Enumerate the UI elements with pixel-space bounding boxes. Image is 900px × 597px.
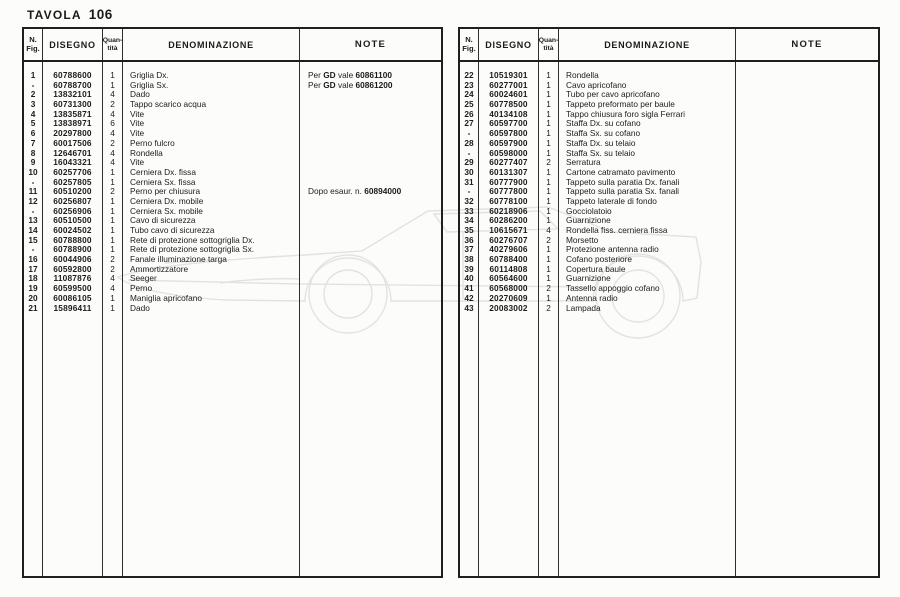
- qty-cell: 1: [546, 118, 551, 129]
- header-denominazione: DENOMINAZIONE: [122, 29, 299, 60]
- qty-column: [538, 62, 558, 576]
- denominazione-cell: Cerniera Sx. fissa: [130, 176, 196, 187]
- denominazione-cell: Griglia Sx.: [130, 79, 169, 90]
- fig-cell: 30: [464, 166, 474, 177]
- denominazione-cell: Vite: [130, 108, 145, 119]
- disegno-cell: 60257706: [53, 166, 92, 177]
- qty-cell: 1: [110, 302, 115, 313]
- disegno-cell: 20083002: [489, 302, 528, 313]
- disegno-cell: 60044906: [53, 254, 92, 265]
- note-cell: [736, 265, 878, 275]
- header-disegno: DISEGNO: [478, 29, 538, 60]
- note-cell: [736, 119, 878, 129]
- fig-cell: 19: [28, 283, 38, 294]
- note-cell: [736, 216, 878, 226]
- table-body: [24, 62, 441, 576]
- note-cell: [736, 274, 878, 284]
- disegno-cell: 60131307: [489, 166, 528, 177]
- note-cell: [736, 178, 878, 188]
- qty-column: [102, 62, 122, 576]
- header-note: NOTE: [299, 29, 441, 60]
- fig-cell: 40: [464, 273, 474, 284]
- disegno-cell: 60277407: [489, 157, 528, 168]
- qty-cell: 1: [546, 254, 551, 265]
- denominazione-cell: Copertura baule: [566, 263, 626, 274]
- qty-cell: 1: [546, 137, 551, 148]
- disegno-cell: 20270609: [489, 292, 528, 303]
- qty-cell: 1: [546, 108, 551, 119]
- fig-cell: 26: [464, 108, 474, 119]
- fig-cell: 3: [30, 99, 36, 110]
- note-cell: Dopo esaur. n. 60894000: [308, 186, 402, 197]
- denominazione-cell: Tappeto preformato per baule: [566, 99, 675, 110]
- denominazione-cell: Vite: [130, 118, 145, 129]
- denominazione-cell: Guarnizione: [566, 215, 611, 226]
- qty-cell: 1: [110, 166, 115, 177]
- disegno-cell: 10615671: [489, 225, 528, 235]
- denominazione-cell: Vite: [130, 157, 145, 168]
- fig-cell: 32: [464, 195, 474, 206]
- qty-cell: 4: [110, 128, 115, 139]
- qty-cell: 1: [110, 244, 115, 255]
- denominazione-cell: Gocciolatoio: [566, 205, 612, 216]
- note-cell: [736, 207, 878, 217]
- denominazione-cell: Morsetto: [566, 234, 599, 245]
- disegno-cell: 60778100: [489, 195, 528, 206]
- denominazione-cell: Perno per chiusura: [130, 186, 201, 197]
- disegno-cell: 60598000: [489, 147, 528, 158]
- denominazione-cell: Tubo per cavo apricofano: [566, 89, 660, 100]
- fig-cell: 17: [28, 263, 38, 274]
- disegno-cell: 60218906: [489, 205, 528, 216]
- qty-cell: 2: [546, 157, 551, 168]
- disegno-column: [42, 62, 102, 576]
- denominazione-cell: Serratura: [566, 157, 601, 168]
- note-cell: [736, 226, 878, 236]
- denominazione-cell: Tubo cavo di sicurezza: [130, 225, 215, 235]
- disegno-cell: 60788800: [53, 234, 92, 245]
- qty-cell: 4: [110, 273, 115, 284]
- header-fig: N. Fig.: [462, 34, 476, 53]
- fig-cell: 35: [464, 225, 474, 235]
- note-cell: [736, 149, 878, 159]
- fig-column: [460, 62, 478, 576]
- denominazione-cell: Tappeto sulla paratia Dx. fanali: [566, 176, 680, 187]
- disegno-cell: 40279606: [489, 244, 528, 255]
- note-cell: [300, 255, 441, 265]
- note-cell: [736, 100, 878, 110]
- denominazione-cell: Tappeto laterale di fondo: [566, 195, 657, 206]
- disegno-cell: 10519301: [489, 70, 528, 80]
- fig-cell: 41: [464, 283, 474, 294]
- fig-cell: 2: [30, 89, 36, 100]
- fig-cell: -: [31, 205, 35, 216]
- note-cell: [736, 168, 878, 178]
- header-quantita: Quan- tità: [102, 29, 122, 60]
- header-fig: N. Fig.: [26, 34, 40, 53]
- note-cell: [736, 284, 878, 294]
- note-cell: [736, 139, 878, 149]
- note-cell: [300, 158, 441, 168]
- disegno-cell: 60788700: [53, 79, 92, 90]
- disegno-cell: 60510200: [53, 186, 92, 197]
- qty-cell: 2: [110, 254, 115, 265]
- fig-cell: 25: [464, 99, 474, 110]
- denominazione-cell: Antenna radio: [566, 292, 618, 303]
- qty-cell: 1: [110, 176, 115, 187]
- qty-cell: 2: [546, 234, 551, 245]
- disegno-cell: 60731300: [53, 99, 92, 110]
- fig-cell: 33: [464, 205, 474, 216]
- denominazione-cell: Rondella: [566, 70, 599, 80]
- disegno-cell: 60277001: [489, 79, 528, 90]
- fig-cell: 9: [30, 157, 36, 168]
- qty-cell: 1: [110, 205, 115, 216]
- qty-cell: 1: [546, 79, 551, 90]
- disegno-cell: 13835871: [53, 108, 92, 119]
- qty-cell: 1: [110, 79, 115, 90]
- fig-cell: 39: [464, 263, 474, 274]
- denominazione-cell: Cerniera Sx. mobile: [130, 205, 203, 216]
- note-cell: [300, 129, 441, 139]
- qty-cell: 1: [546, 263, 551, 274]
- disegno-cell: 60024601: [489, 89, 528, 100]
- note-cell: [736, 197, 878, 207]
- denominazione-cell: Tappo chiusura foro sigla Ferrari: [566, 108, 685, 119]
- denominazione-cell: Cavo apricofano: [566, 79, 627, 90]
- fig-cell: 29: [464, 157, 474, 168]
- note-cell: [736, 294, 878, 304]
- denominazione-cell: Staffa Sx. su telaio: [566, 147, 636, 158]
- denominazione-cell: Perno fulcro: [130, 137, 175, 148]
- parts-table-right: [458, 27, 880, 578]
- fig-cell: 13: [28, 215, 38, 226]
- fig-cell: 34: [464, 215, 474, 226]
- note-cell: [300, 216, 441, 226]
- note-cell: [300, 207, 441, 217]
- qty-cell: 1: [546, 89, 551, 100]
- note-cell: [736, 129, 878, 139]
- note-cell: [300, 236, 441, 246]
- qty-cell: 1: [546, 128, 551, 139]
- denominazione-cell: Perno: [130, 283, 153, 294]
- disegno-cell: 60510500: [53, 215, 92, 226]
- header-quantita: Quan- tità: [538, 29, 558, 60]
- disegno-cell: 60024502: [53, 225, 92, 235]
- denominazione-cell: Staffa Dx. su telaio: [566, 137, 636, 148]
- fig-cell: 23: [464, 79, 474, 90]
- disegno-cell: 20297800: [53, 128, 92, 139]
- denominazione-cell: Vite: [130, 128, 145, 139]
- fig-cell: -: [31, 79, 35, 90]
- fig-cell: -: [467, 128, 471, 139]
- note-cell: [300, 100, 441, 110]
- note-cell: [300, 119, 441, 129]
- fig-cell: 43: [464, 302, 474, 313]
- fig-cell: 14: [28, 225, 38, 235]
- fig-cell: 36: [464, 234, 474, 245]
- fig-cell: 21: [28, 302, 38, 313]
- disegno-cell: 60788900: [53, 244, 92, 255]
- disegno-cell: 60597800: [489, 128, 528, 139]
- note-cell: [300, 139, 441, 149]
- qty-cell: 1: [546, 244, 551, 255]
- note-cell: [300, 90, 441, 100]
- fig-cell: 42: [464, 292, 474, 303]
- qty-cell: 1: [546, 70, 551, 80]
- denominazione-cell: Griglia Dx.: [130, 70, 169, 80]
- note-cell: [300, 304, 441, 314]
- disegno-cell: 15896411: [53, 302, 92, 313]
- disegno-column: [478, 62, 538, 576]
- denominazione-cell: Staffa Dx. su cofano: [566, 118, 641, 129]
- note-cell: [300, 168, 441, 178]
- qty-cell: 1: [110, 215, 115, 226]
- note-cell: [300, 245, 441, 255]
- fig-cell: 38: [464, 254, 474, 265]
- note-cell: [736, 110, 878, 120]
- denominazione-cell: Dado: [130, 89, 150, 100]
- qty-cell: 1: [546, 205, 551, 216]
- header-note: NOTE: [735, 29, 878, 60]
- denominazione-cell: Cavo di sicurezza: [130, 215, 196, 226]
- denominazione-column: [122, 62, 299, 576]
- qty-cell: 1: [546, 166, 551, 177]
- fig-cell: 28: [464, 137, 474, 148]
- qty-cell: 6: [110, 118, 115, 129]
- disegno-cell: 60777800: [489, 186, 528, 197]
- qty-cell: 1: [110, 234, 115, 245]
- disegno-cell: 60256906: [53, 205, 92, 216]
- denominazione-cell: Cerniera Dx. fissa: [130, 166, 196, 177]
- note-cell: [736, 187, 878, 197]
- denominazione-cell: Staffa Sx. su cofano: [566, 128, 641, 139]
- fig-cell: 15: [28, 234, 38, 245]
- qty-cell: 1: [110, 195, 115, 206]
- note-cell: [736, 245, 878, 255]
- qty-cell: 4: [110, 108, 115, 119]
- denominazione-cell: Tappo scarico acqua: [130, 99, 207, 110]
- qty-cell: 2: [546, 302, 551, 313]
- note-cell: Per GD vale 60861200: [308, 79, 393, 90]
- disegno-cell: 13838971: [53, 118, 92, 129]
- denominazione-cell: Lampada: [566, 302, 601, 313]
- denominazione-cell: Ammortizzatore: [130, 263, 189, 274]
- fig-cell: 18: [28, 273, 38, 284]
- qty-cell: 1: [546, 147, 551, 158]
- note-cell: [736, 71, 878, 81]
- denominazione-cell: Tappeto sulla paratia Sx. fanali: [566, 186, 680, 197]
- qty-cell: 2: [110, 263, 115, 274]
- disegno-cell: 60114808: [489, 263, 528, 274]
- fig-cell: 10: [28, 166, 38, 177]
- fig-column: [24, 62, 42, 576]
- note-cell: [736, 255, 878, 265]
- qty-cell: 4: [546, 225, 551, 235]
- disegno-cell: 60086105: [53, 292, 92, 303]
- fig-cell: 16: [28, 254, 38, 265]
- qty-cell: 1: [546, 195, 551, 206]
- qty-cell: 2: [110, 99, 115, 110]
- qty-cell: 2: [110, 186, 115, 197]
- qty-cell: 2: [110, 137, 115, 148]
- note-cell: [300, 149, 441, 159]
- qty-cell: 4: [110, 283, 115, 294]
- note-cell: [736, 304, 878, 314]
- table-header-row: [24, 29, 441, 62]
- disegno-cell: 13832101: [53, 89, 92, 100]
- denominazione-cell: Protezione antenna radio: [566, 244, 659, 255]
- fig-cell: -: [467, 186, 471, 197]
- qty-cell: 1: [110, 70, 115, 80]
- table-header-row: [460, 29, 878, 62]
- qty-cell: 1: [546, 176, 551, 187]
- qty-cell: 1: [546, 292, 551, 303]
- disegno-cell: 11087876: [53, 273, 92, 284]
- denominazione-cell: Cartone catramato pavimento: [566, 166, 676, 177]
- qty-cell: 1: [546, 273, 551, 284]
- qty-cell: 4: [110, 89, 115, 100]
- note-cell: [300, 265, 441, 275]
- denominazione-cell: Rondella fiss. cerniera fissa: [566, 225, 668, 235]
- note-cell: [300, 284, 441, 294]
- note-cell: [736, 236, 878, 246]
- qty-cell: 4: [110, 157, 115, 168]
- denominazione-column: [558, 62, 735, 576]
- fig-cell: 5: [30, 118, 36, 129]
- disegno-cell: 60592800: [53, 263, 92, 274]
- qty-cell: 1: [110, 292, 115, 303]
- qty-cell: 1: [546, 186, 551, 197]
- fig-cell: 31: [464, 176, 474, 187]
- fig-cell: 4: [30, 108, 36, 119]
- denominazione-cell: Cofano posteriore: [566, 254, 632, 265]
- note-cell: [300, 197, 441, 207]
- qty-cell: 4: [110, 147, 115, 158]
- header-denominazione: DENOMINAZIONE: [558, 29, 735, 60]
- disegno-cell: 60777900: [489, 176, 528, 187]
- qty-cell: 1: [110, 225, 115, 235]
- disegno-cell: 60564600: [489, 273, 528, 284]
- disegno-cell: 60276707: [489, 234, 528, 245]
- disegno-cell: 60788400: [489, 254, 528, 265]
- denominazione-cell: Guarnizione: [566, 273, 611, 284]
- fig-cell: 22: [464, 70, 474, 80]
- note-cell: [300, 110, 441, 120]
- disegno-cell: 60257805: [53, 176, 92, 187]
- denominazione-cell: Maniglia apricofano: [130, 292, 202, 303]
- denominazione-cell: Dado: [130, 302, 150, 313]
- fig-cell: 7: [30, 137, 36, 148]
- note-cell: [300, 274, 441, 284]
- parts-table-left: [22, 27, 443, 578]
- disegno-cell: 40134108: [489, 108, 528, 119]
- denominazione-cell: Fanale illuminazione targa: [130, 254, 227, 265]
- fig-cell: 27: [464, 118, 474, 129]
- disegno-cell: 60778500: [489, 99, 528, 110]
- denominazione-cell: Tassello appoggio cofano: [566, 283, 660, 294]
- denominazione-cell: Rondella: [130, 147, 163, 158]
- disegno-cell: 60286200: [489, 215, 528, 226]
- fig-cell: 6: [30, 128, 36, 139]
- note-cell: Per GD vale 60861100: [308, 70, 392, 80]
- disegno-cell: 60256807: [53, 195, 92, 206]
- disegno-cell: 60788600: [53, 70, 92, 80]
- note-cell: [736, 81, 878, 91]
- header-disegno: DISEGNO: [42, 29, 102, 60]
- denominazione-cell: Seeger: [130, 273, 157, 284]
- fig-cell: 8: [30, 147, 36, 158]
- disegno-cell: 12646701: [53, 147, 92, 158]
- qty-cell: 1: [546, 99, 551, 110]
- page-title: [27, 6, 113, 24]
- fig-cell: 24: [464, 89, 474, 100]
- tavola-label: TAVOLA: [27, 8, 82, 22]
- denominazione-cell: Rete di protezione sottogriglia Dx.: [130, 234, 255, 245]
- note-cell: [300, 294, 441, 304]
- note-cell: [736, 158, 878, 168]
- disegno-cell: 60597700: [489, 118, 528, 129]
- disegno-cell: 60599500: [53, 283, 92, 294]
- qty-cell: 1: [546, 215, 551, 226]
- qty-cell: 2: [546, 283, 551, 294]
- table-body: [460, 62, 878, 576]
- note-column: [735, 62, 878, 576]
- denominazione-cell: Rete di protezione sottogriglia Sx.: [130, 244, 255, 255]
- tavola-number: 106: [88, 7, 113, 22]
- disegno-cell: 16043321: [53, 157, 92, 168]
- denominazione-cell: Cerniera Dx. mobile: [130, 195, 204, 206]
- fig-cell: -: [31, 244, 35, 255]
- fig-cell: 20: [28, 292, 38, 303]
- disegno-cell: 60017506: [53, 137, 92, 148]
- fig-cell: 11: [28, 186, 38, 197]
- note-cell: [300, 226, 441, 236]
- fig-cell: 1: [30, 70, 36, 80]
- fig-cell: -: [467, 147, 471, 158]
- note-column: [299, 62, 441, 576]
- disegno-cell: 60597900: [489, 137, 528, 148]
- fig-cell: -: [31, 176, 35, 187]
- fig-cell: 12: [28, 195, 38, 206]
- note-cell: [736, 90, 878, 100]
- fig-cell: 37: [464, 244, 474, 255]
- disegno-cell: 60568000: [489, 283, 528, 294]
